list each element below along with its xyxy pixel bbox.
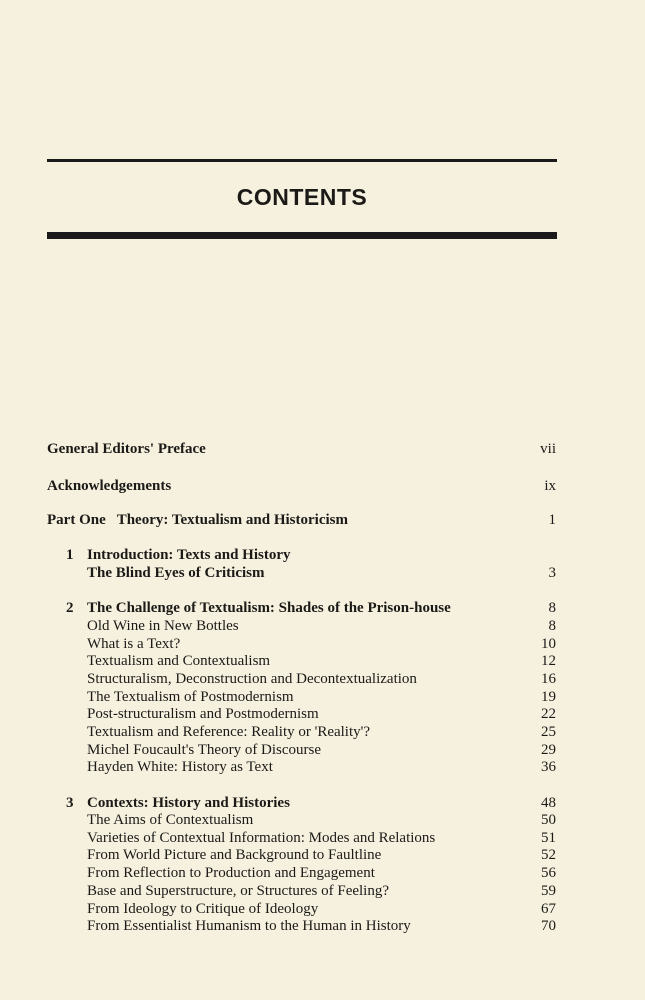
toc-section[interactable] (0, 670, 645, 689)
toc-page-number: 51 (541, 830, 556, 846)
section-title: Base and Superstructure, or Structures of Feeling? (87, 883, 389, 899)
toc-section[interactable] (0, 705, 645, 724)
page-title: CONTENTS (236, 184, 368, 210)
chapter-title: The Challenge of Textualism: Shades of the Prison-house (87, 600, 451, 616)
section-title: From Ideology to Critique of Ideology (87, 901, 319, 917)
chapter-title: Contexts: History and Histories (87, 795, 290, 811)
toc-page-number: 67 (541, 901, 556, 917)
toc-page-number: 19 (541, 689, 556, 705)
section-title: Hayden White: History as Text (87, 759, 273, 775)
section-title: Textualism and Contextualism (87, 653, 271, 669)
section-title: The Textualism of Postmodernism (87, 689, 294, 705)
chapter-number: 2 (66, 600, 74, 616)
toc-page-number: ix (544, 478, 556, 494)
toc-page-number: 70 (541, 918, 556, 934)
toc-page-number: 16 (541, 671, 556, 687)
section-title: What is a Text? (87, 636, 181, 652)
section-title: Varieties of Contextual Information: Modes and Relations (87, 830, 436, 846)
section-title: Textualism and Reference: Reality or 'Reality'? (87, 724, 371, 740)
toc-page-number: 8 (548, 600, 556, 616)
top-rule (47, 159, 557, 162)
chapter-title-continued: The Blind Eyes of Criticism (87, 565, 265, 581)
toc-section[interactable] (0, 882, 645, 901)
toc-chapter-2[interactable] (0, 599, 645, 618)
toc-section[interactable] (0, 723, 645, 742)
toc-page-number: 8 (548, 618, 556, 634)
toc-page-number: vii (540, 441, 556, 457)
toc-page-number: 59 (541, 883, 556, 899)
bottom-rule (47, 232, 557, 239)
toc-section[interactable] (0, 758, 645, 777)
toc-section[interactable] (0, 917, 645, 936)
toc-section[interactable] (0, 864, 645, 883)
section-title: The Aims of Contextualism (87, 812, 254, 828)
toc-page-number: 10 (541, 636, 556, 652)
toc-page-number: 48 (541, 795, 556, 811)
toc-chapter-1-line2[interactable] (0, 564, 645, 583)
toc-page-number: 1 (548, 512, 556, 528)
toc-entry-preface[interactable] (0, 440, 645, 459)
toc-section[interactable] (0, 811, 645, 830)
toc-page-number: 52 (541, 847, 556, 863)
chapter-title: Introduction: Texts and History (87, 547, 291, 563)
chapter-number: 3 (66, 795, 74, 811)
toc-page-number: 25 (541, 724, 556, 740)
section-title: Michel Foucault's Theory of Discourse (87, 742, 322, 758)
chapter-number: 1 (66, 547, 74, 563)
toc-page-number: 3 (548, 565, 556, 581)
toc-page-number: 22 (541, 706, 556, 722)
toc-page-number: 50 (541, 812, 556, 828)
toc-entry-title: General Editors' Preface (47, 441, 206, 457)
toc-page-number: 29 (541, 742, 556, 758)
toc-page-number: 36 (541, 759, 556, 775)
section-title: From World Picture and Background to Faultline (87, 847, 382, 863)
toc-section[interactable] (0, 846, 645, 865)
section-title: From Essentialist Humanism to the Human in History (87, 918, 411, 934)
toc-entry-acknowledgements[interactable] (0, 477, 645, 496)
toc-page-number: 56 (541, 865, 556, 881)
toc-page-number: 12 (541, 653, 556, 669)
section-title: Structuralism, Deconstruction and Decontextualization (87, 671, 417, 687)
toc-entry-title: Part One Theory: Textualism and Historicism (47, 512, 348, 528)
toc-section[interactable] (0, 652, 645, 671)
section-title: From Reflection to Production and Engagement (87, 865, 375, 881)
section-title: Old Wine in New Bottles (87, 618, 239, 634)
toc-chapter-1[interactable] (0, 546, 645, 565)
toc-section[interactable] (0, 617, 645, 636)
toc-entry-part-one[interactable] (0, 511, 645, 530)
toc-entry-title: Acknowledgements (47, 478, 172, 494)
section-title: Post-structuralism and Postmodernism (87, 706, 319, 722)
